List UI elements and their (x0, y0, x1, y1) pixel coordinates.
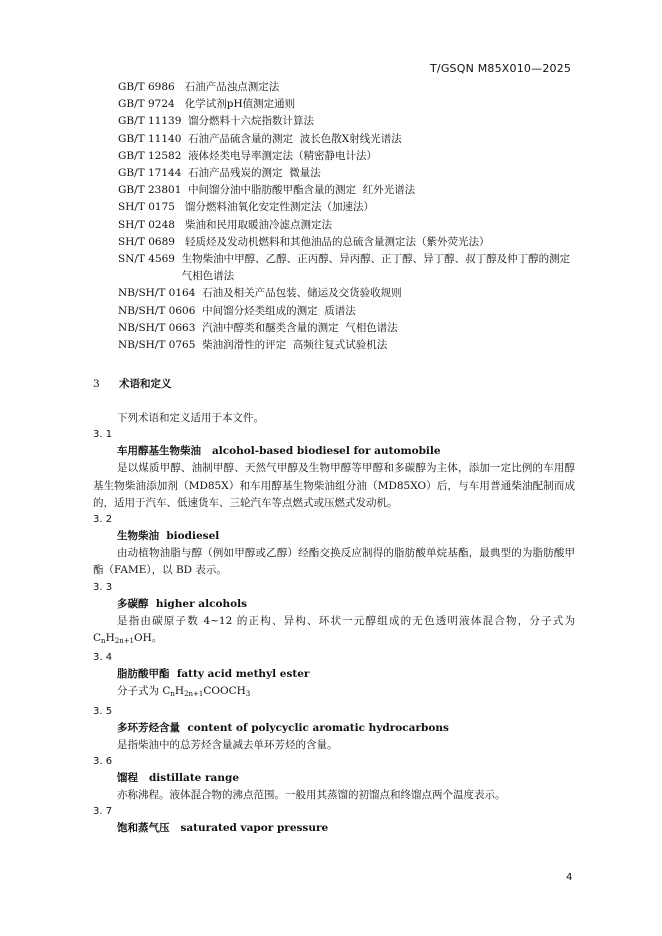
reference-code: NB/SH/T 0164 (118, 287, 203, 300)
document-id: T/GSQN M85X010—2025 (430, 62, 572, 75)
terms-body (93, 410, 575, 838)
reference-item (118, 148, 578, 165)
reference-code: SH/T 0689 (118, 235, 185, 248)
reference-item (118, 199, 578, 216)
reference-item (118, 165, 578, 182)
reference-code: GB/T 9724 (118, 98, 185, 111)
reference-title: 柴油润滑性的评定 高频往复式试验机法 (202, 339, 388, 352)
reference-title: 生物柴油中甲醇、乙醇、正丙醇、异丙醇、正丁醇、异丁醇、叔丁醇及仲丁醇的测定 气相色谱法 (181, 253, 571, 283)
reference-code: SH/T 0248 (118, 218, 185, 231)
term-definition: 分子式为 $C_nH_{2n+1}COOCH_3$ (117, 685, 251, 699)
section-number: 3 (93, 378, 100, 390)
reference-item (118, 303, 578, 320)
reference-code: NB/SH/T 0765 (118, 339, 203, 352)
term-definition: 亦称沸程。液体混合物的沸点范围。一般用其蒸馏的初馏点和终馏点两个温度表示。 (117, 789, 506, 802)
reference-item (118, 131, 578, 148)
section-title: 术语和定义 (119, 378, 172, 390)
term-number: 3. 2 (93, 514, 113, 526)
term-cn: 生物柴油 (117, 530, 159, 543)
reference-item (118, 182, 578, 199)
term-en: saturated vapor pressure (180, 822, 329, 835)
reference-code: SH/T 0175 (118, 201, 185, 214)
reference-code: GB/T 17144 (118, 167, 189, 180)
reference-title: 石油产品浊点测定法 (184, 81, 280, 93)
term-cn: 多环芳烃含量 (117, 721, 180, 734)
reference-item (118, 113, 578, 130)
term-en: distillate range (148, 772, 240, 785)
term-en: alcohol-based biodiesel for automobile (211, 445, 441, 458)
reference-code: NB/SH/T 0606 (118, 304, 203, 317)
reference-item (118, 337, 578, 354)
term-number: 3. 3 (93, 581, 113, 593)
term-definition: 由动植物油脂与醇（例如甲醇或乙醇）经酯交换反应制得的脂肪酸单烷基酯，最典型的为脂肪酸甲酯（FAME），以 BD 表示。 (93, 547, 575, 577)
reference-title: 柴油和民用取暖油冷滤点测定法 (184, 218, 332, 231)
term-number: 3. 1 (93, 429, 113, 441)
term-heading (93, 820, 575, 837)
term-en: fatty acid methyl ester (176, 668, 310, 681)
term-heading (93, 528, 575, 545)
reference-code: GB/T 6986 (118, 81, 185, 93)
reference-item (118, 217, 578, 234)
term-heading (93, 596, 575, 613)
term-heading (93, 770, 575, 787)
term-heading (93, 720, 575, 737)
term-definition: 是指柴油中的总芳烃含量减去单环芳烃的含量。 (117, 738, 338, 751)
reference-code: GB/T 23801 (118, 184, 189, 197)
term-en: higher alcohols (155, 597, 248, 610)
term-number: 3. 4 (93, 652, 113, 664)
reference-title: 汽油中醇类和醚类含量的测定 气相色谱法 (202, 321, 398, 334)
section-intro: 下列术语和定义适用于本文件。 (117, 412, 264, 424)
term-heading (93, 666, 575, 683)
term-definition: 是以煤质甲醇、油制甲醇、天然气甲醇及生物甲醇等甲醇和多碳醇为主体，添加一定比例的车用醇基生物柴油添加剂（MD85X）和车用醇基生物柴油组分油（MD85XO）后，与车用普通柴油配制而成的，适用于汽车、低速货车、三轮汽车等点燃式或压燃式发动机。 (93, 462, 575, 509)
page-number: 4 (566, 872, 573, 883)
term-definition: 是指由碳原子数 4~12 的正构、异构、环状一元醇组成的无色透明液体混合物，分子式为$C_nH_{2n+1}OH$。 (93, 614, 575, 646)
term-number: 3. 7 (93, 806, 113, 818)
reference-title: 化学试剂pH值测定通则 (184, 98, 296, 111)
reference-title: 馏分燃料油氧化安定性测定法（加速法） (184, 201, 374, 214)
reference-title: 石油及相关产品包装、储运及交货验收规则 (202, 287, 402, 300)
reference-code: GB/T 11140 (118, 132, 189, 145)
term-cn: 馏程 (117, 772, 138, 785)
section-heading (93, 376, 172, 391)
reference-item (118, 234, 578, 251)
term-number: 3. 5 (93, 705, 113, 717)
term-cn: 车用醇基生物柴油 (117, 445, 201, 458)
reference-item (118, 79, 578, 96)
reference-title: 轻质烃及发动机燃料和其他油品的总硫含量测定法（紫外荧光法） (184, 235, 490, 248)
reference-title: 液体烃类电导率测定法（精密静电计法） (188, 149, 378, 162)
term-cn: 饱和蒸气压 (117, 822, 170, 835)
reference-code: NB/SH/T 0663 (118, 321, 203, 334)
term-heading (93, 443, 575, 460)
reference-title: 石油产品硫含量的测定 波长色散X射线光谱法 (188, 132, 402, 145)
reference-title: 石油产品残炭的测定 微量法 (188, 167, 321, 180)
term-en: biodiesel (166, 530, 220, 543)
term-cn: 脂肪酸甲酯 (117, 668, 170, 681)
reference-code: GB/T 11139 (118, 115, 189, 128)
term-en: content of polycyclic aromatic hydrocarbons (187, 721, 449, 734)
reference-item (118, 320, 578, 337)
reference-code: SN/T 4569 (118, 253, 182, 266)
reference-item (118, 285, 578, 302)
reference-title: 中间馏分烃类组成的测定 质谱法 (202, 304, 356, 317)
term-number: 3. 6 (93, 756, 113, 768)
term-cn: 多碳醇 (117, 597, 149, 610)
reference-item (118, 251, 578, 285)
reference-item (118, 96, 578, 113)
normative-references-list (118, 79, 578, 354)
reference-title: 馏分燃料十六烷指数计算法 (188, 115, 315, 128)
reference-title: 中间馏分油中脂肪酸甲酯含量的测定 红外光谱法 (188, 184, 416, 197)
reference-code: GB/T 12582 (118, 149, 189, 162)
